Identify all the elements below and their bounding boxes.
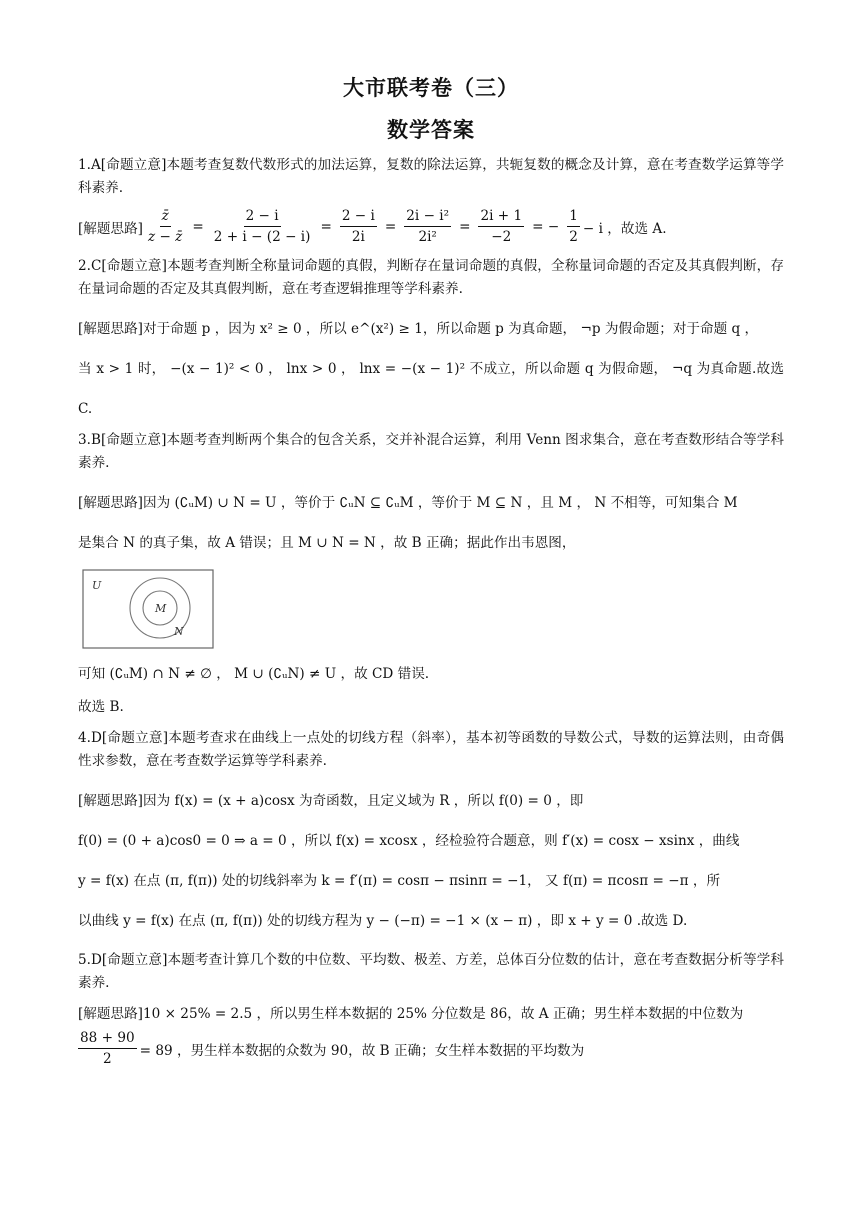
q1-minus: = − — [532, 218, 560, 235]
q3-after-venn: 可知 (∁ᵤM) ∩ N ≠ ∅ ， M ∪ (∁ᵤN) ≠ U ，故 CD 错误. — [78, 666, 430, 682]
q2-solution-line-2: 当 x > 1 时， −(x − 1)² < 0 ， lnx > 0 ， lnx = −(x − 1)² 不成立，所以命题 q 为假命题， ¬q 为真命题.故选 C. — [78, 361, 784, 417]
q5-fraction: $\frac{88 + 90}{2}$ — [80, 1030, 135, 1067]
q1-tail: − i ，故选 A. — [582, 220, 667, 237]
q1-fraction-5: $\frac{2i + 1}{-2}$ — [480, 208, 523, 245]
q4-solution-line-4: 以曲线 y = f(x) 在点 (π, f(π)) 处的切线方程为 y − (−π) = −1 × (x − π) ，即 x + y = 0 .故选 D. — [78, 913, 688, 929]
q2-solution-line-1: [解题思路]对于命题 p ，因为 x² ≥ 0 ，所以 e^(x²) ≥ 1，所以命题 p 为真命题， ¬p 为假命题；对于命题 q ， — [78, 321, 759, 337]
q1-solution-label: [解题思路] — [78, 220, 143, 237]
q3-conclusion: 故选 B. — [78, 699, 124, 715]
venn-label-u: U — [92, 579, 102, 592]
q1-fraction-2: $\frac{2 - i}{2 + i - (2 - i)}$ — [213, 208, 311, 245]
q4-solution-line-2: f(0) = (0 + a)cos0 = 0 ⇒ a = 0 ，所以 f(x) = xcosx ，经检验符合题意，则 f′(x) = cosx − xsinx ，曲线 — [78, 833, 740, 849]
venn-diagram-svg — [82, 569, 214, 649]
q1-fraction-1: $\frac{z̄}{z - z̄}$ — [147, 208, 183, 245]
q3-solution-line-1: [解题思路]因为 (∁ᵤM) ∪ N = U ，等价于 ∁ᵤN ⊆ ∁ᵤM ，等价于 M ⊆ N ，且 M ， N 不相等，可知集合 M — [78, 495, 738, 511]
venn-universal-set-box — [83, 570, 213, 648]
q1-fraction-4: $\frac{\text{2i − i²}}{\text{2i²}}$ — [406, 208, 450, 245]
q1-fraction-3: $\frac{2 - i}{2i}$ — [341, 208, 375, 245]
q4-intent: 4.D[命题立意]本题考查求在曲线上一点处的切线方程（斜率），基本初等函数的导数公式，导数的运算法则，由奇偶性求参数，意在考查数学运算等学科素养. — [78, 730, 784, 769]
q3-solution-line-2: 是集合 N 的真子集，故 A 错误；且 M ∪ N = N ，故 B 正确；据此作出韦恩图， — [78, 535, 576, 551]
q5-solution-line-2-tail: = 89 ，男生样本数据的众数为 90，故 B 正确；女生样本数据的平均数为 — [139, 1042, 585, 1059]
page-title: 大市联考卷（三） — [343, 75, 519, 100]
q2-intent: 2.C[命题立意]本题考查判断全称量词命题的真假，判断存在量词命题的真假，全称量词命题的否定及其真假判断，存在量词命题的否定及其真假判断，意在考查逻辑推理等学科素养. — [78, 258, 784, 297]
q1-intent: 1.A[命题立意]本题考查复数代数形式的加法运算，复数的除法运算，共轭复数的概念及计算，意在考查数学运算等学科素养. — [78, 157, 784, 196]
page-subtitle: 数学答案 — [387, 117, 475, 142]
q1-solution: [解题思路] $\frac{z̄}{z - z̄}$ = $\frac{2 - i}{2 + i - (2 - i)}$ = $\frac{2 - i}{2i}$ = $\frac{\text{2i − i²}}{\text{2i²}}$ = $\frac{2i + 1}{-2}$ = − $\frac{1}{2}$ − i ，故选 A. — [78, 208, 667, 245]
venn-label-n: N — [174, 625, 184, 638]
q4-solution-line-1: [解题思路]因为 f(x) = (x + a)cosx 为奇函数，且定义域为 R ，所以 f(0) = 0 ，即 — [78, 793, 584, 809]
q1-fraction-6: $\frac{1}{2}$ — [569, 208, 578, 245]
q5-solution-line-1: [解题思路]10 × 25% = 2.5 ，所以男生样本数据的 25% 分位数是 86，故 A 正确；男生样本数据的中位数为 — [78, 1006, 744, 1022]
venn-label-m: M — [155, 602, 167, 615]
venn-diagram — [82, 569, 784, 653]
document-page — [78, 72, 784, 1077]
q5-intent: 5.D[命题立意]本题考查计算几个数的中位数、平均数、极差、方差，总体百分位数的估计，意在考查数据分析等学科素养. — [78, 952, 784, 991]
q4-solution-line-3: y = f(x) 在点 (π, f(π)) 处的切线斜率为 k = f′(π) = cosπ − πsinπ = −1， 又 f(π) = πcosπ = −π ，所 — [78, 873, 721, 889]
q3-intent: 3.B[命题立意]本题考查判断两个集合的包含关系，交并补混合运算，利用 Venn 图求集合，意在考查数形结合等学科素养. — [78, 432, 784, 471]
q5-solution-line-2 — [78, 1030, 784, 1067]
